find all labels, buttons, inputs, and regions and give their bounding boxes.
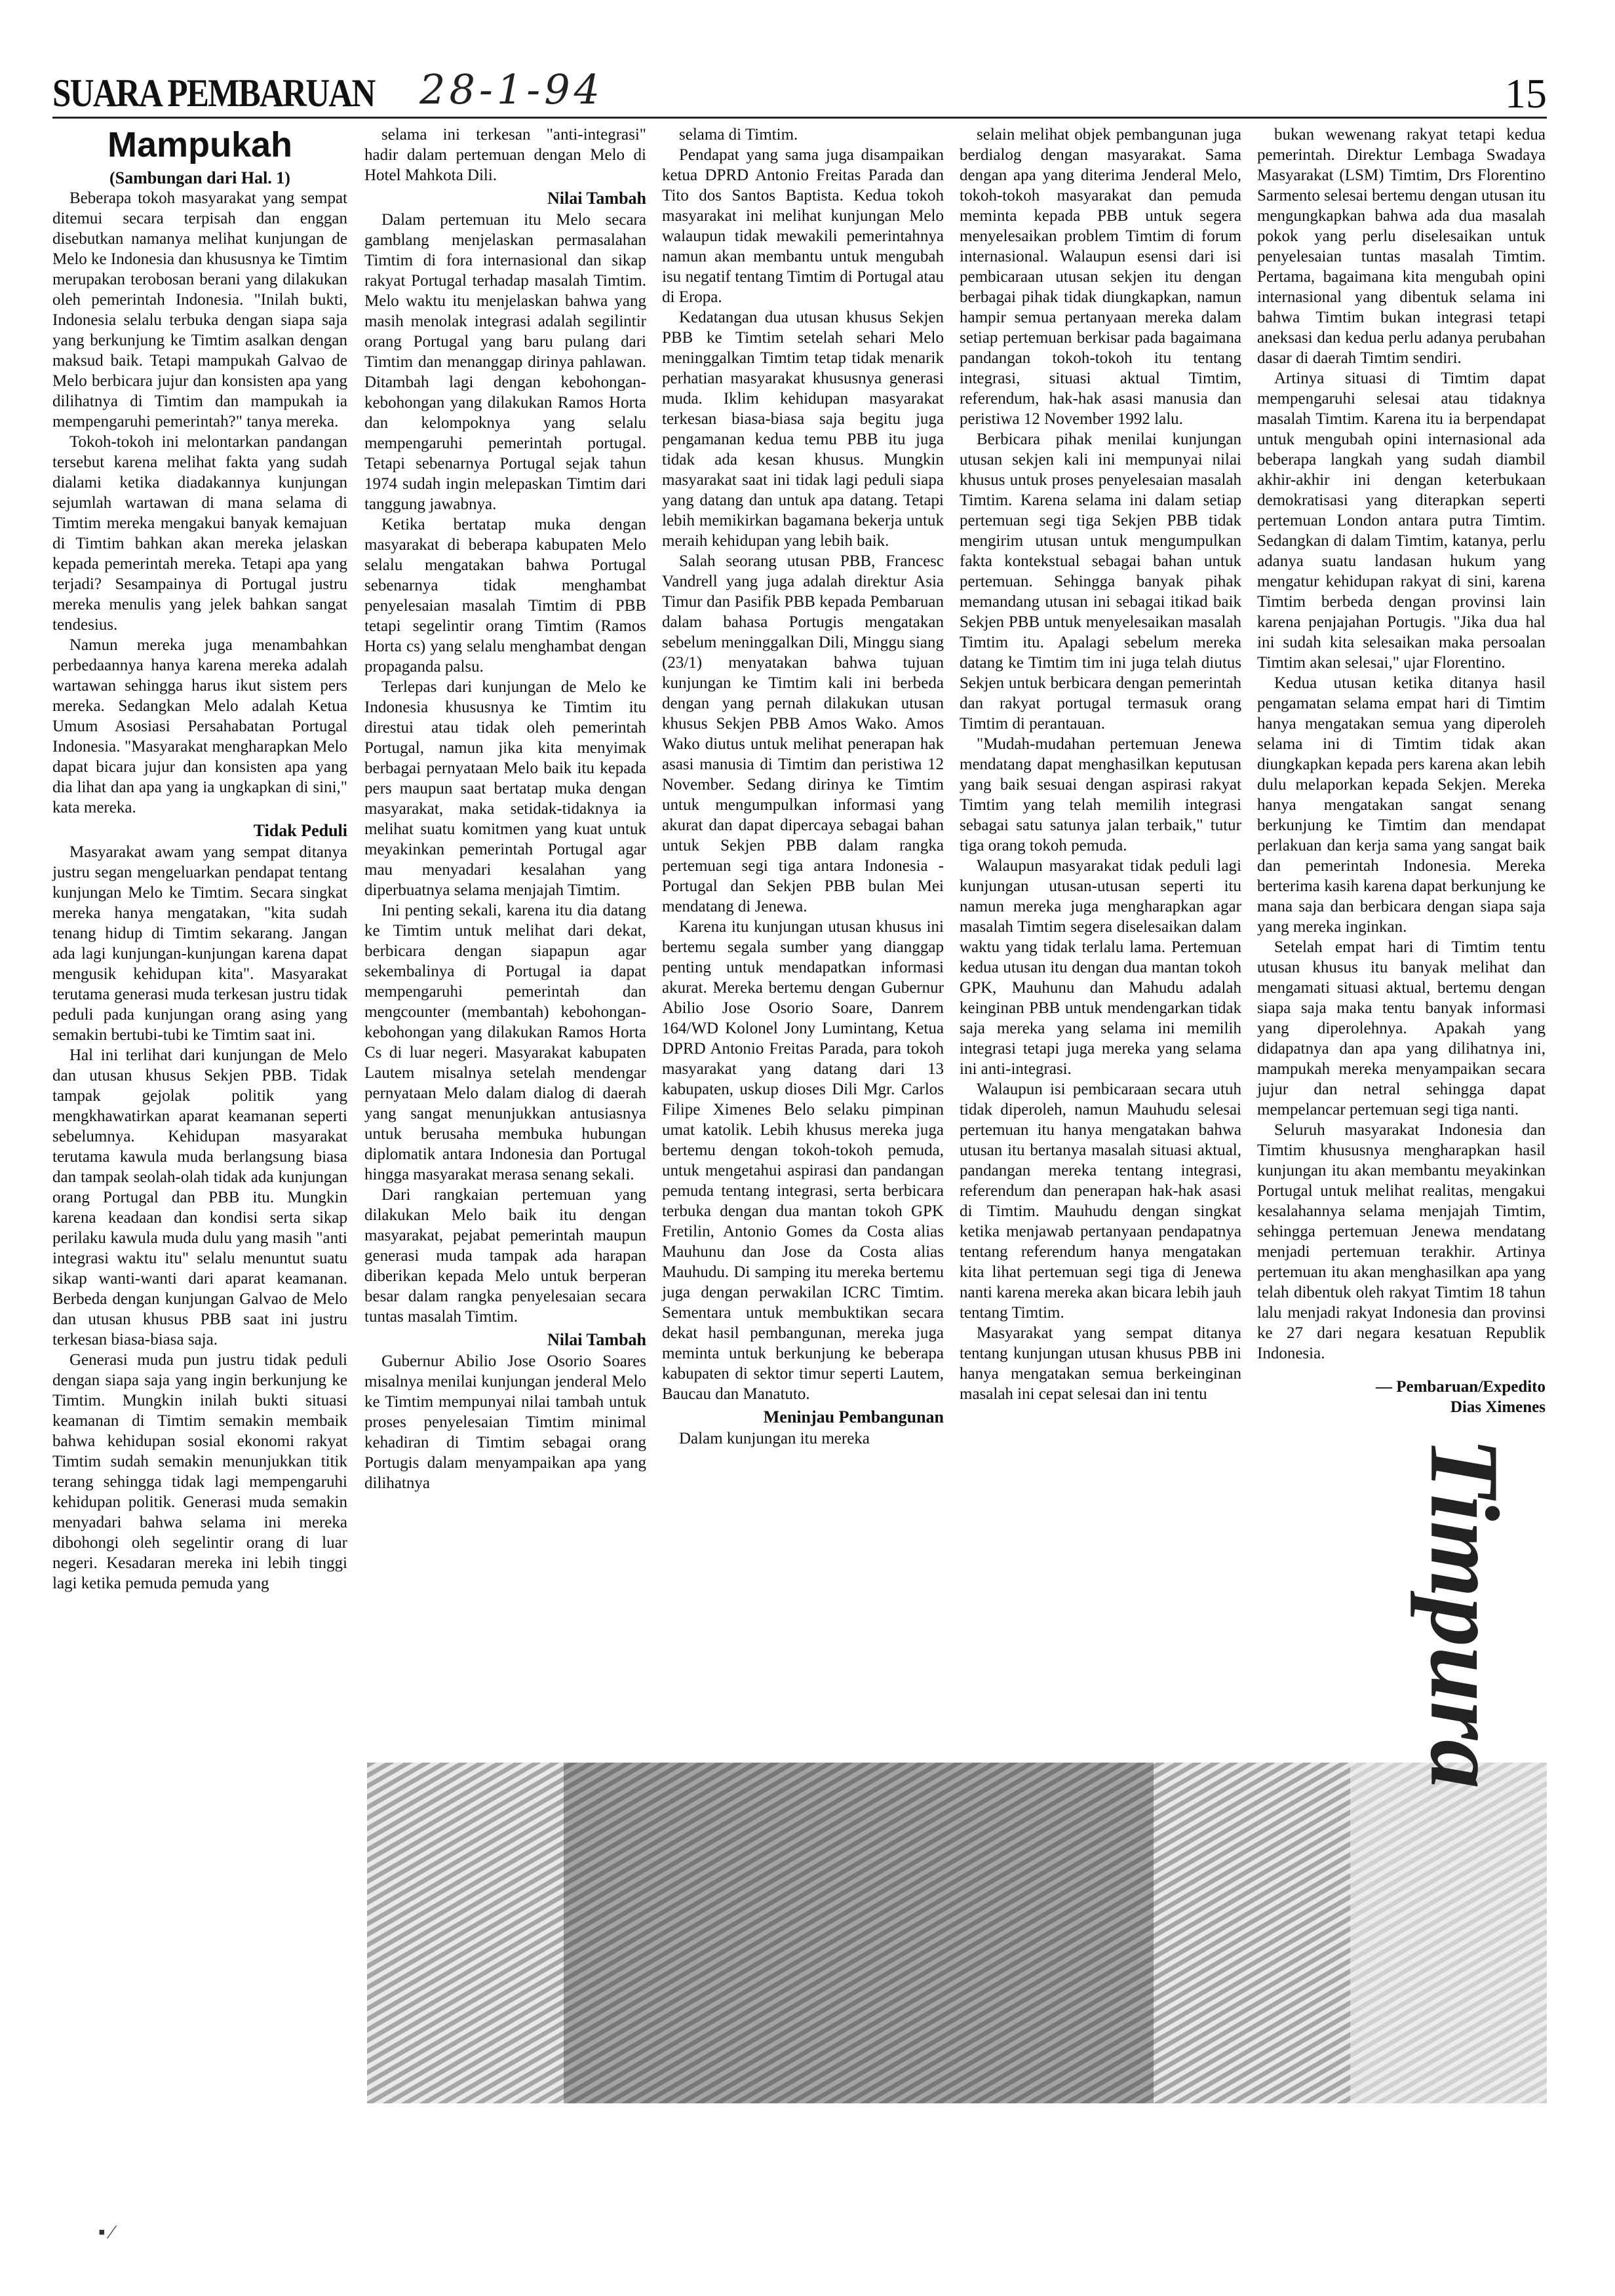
paragraph: Tokoh-tokoh ini melontarkan pandangan tersebut karena melihat fakta yang sudah dialami ketika diadakannya kunjungan sejumlah wartawan di mana selama di Timtim mereka mengakui banyak kemajuan di Timtim bahkan akan mereka jelaskan kepada pemerintah mereka. Tetapi apa yang terjadi? Sesampainya di Portugal justru mereka menulis yang jelek bahkan sangat tendesius. — [52, 433, 347, 634]
paragraph: Ketika bertatap muka dengan masyarakat di beberapa kabupaten Melo selalu mengatakan bahwa Portugal sebenarnya tidak menghambat penyelesaian masalah Timtim di PBB tetapi segelintir orang Timtim (Ramos Horta cs) yang selalu menghambat dengan propaganda palsu. — [364, 516, 646, 676]
paragraph: Setelah empat hari di Timtim tentu utusan khusus itu banyak melihat dan mengamati situasi aktual, bertemu dengan siapa saja maka tentu banyak informasi yang diperolehnya. Apakah yang didapatnya dan apa yang dilihatnya ini, mampukah mereka menyampaikan secara jujur dan netral sehingga dapat mempelancar pertemuan segi tiga nanti. — [1257, 938, 1546, 1119]
paragraph: Kedatangan dua utusan khusus Sekjen PBB ke Timtim setelah sehari Melo meninggalkan Timtim tetap tidak menarik perhatian masyarakat khususnya generasi muda. Iklim kehidupan masyarakat terkesan biasa-biasa saja begitu juga pengamanan kedua temu PBB itu juga tidak ada kesan khusus. Mungkin masyarakat saat ini tidak lagi peduli siapa yang datang dan untuk apa datang. Tetapi lebih memikirkan bagamana bekerja untuk meraih kehidupan yang lebih baik. — [662, 309, 944, 550]
paragraph: Hal ini terlihat dari kunjungan de Melo dan utusan khusus Sekjen PBB. Tidak tampak gejolak politik yang mengkhawatirkan aparat keamanan seperti sebelumnya. Kehidupan masyarakat terutama kawula muda berlangsung biasa dan tampak seolah-olah tidak ada kunjungan orang Portugal dan PBB itu. Mungkin karena keadaan dan kondisi serta sikap perilaku kawula muda dulu yang masih "anti integrasi waktu itu" selalu menuntut suatu sikap wanti-wanti dari aparat keamanan. Berbeda dengan kunjungan Galvao de Melo dan utusan khusus PBB saat ini justru terkesan biasa-biasa saja. — [52, 1046, 347, 1349]
subheading: Nilai Tambah — [547, 189, 646, 208]
subheading: Nilai Tambah — [547, 1330, 646, 1349]
paragraph: Kedua utusan ketika ditanya hasil pengamatan selama empat hari di Timtim hanya mengatakan semua yang diperoleh selama ini di Timtim tidak akan diungkapkan kepada pers karena akan lebih dulu melaporkan kepada Sekjen. Mereka hanya mengatakan sangat senang berkunjung ke Timtim dan mendapat perlakuan dan kerja sama yang sangat baik dan pemerintah Indonesia. Mereka berterima kasih karena dapat berkunjung ke mana saja dan berbicara dengan siapa saja yang mereka inginkan. — [1257, 674, 1546, 936]
column-3 — [662, 124, 944, 1449]
paragraph: Ini penting sekali, karena itu dia datang ke Timtim untuk melihat dari dekat, berbicara dengan siapapun agar sekembalinya di Portugal ia dapat mempengaruhi pemerintah dan mengcounter (membantah) kebohongan-kebohongan yang dilakukan Ramos Horta Cs di luar negeri. Masyarakat kabupaten Lautem misalnya setelah mendengar pernyataan Melo dalam dialog di daerah yang sangat menunjukkan antusiasnya untuk berusaha membuka hubungan diplomatik antara Indonesia dan Portugal hingga masyarakat merasa senang sekali. — [364, 902, 646, 1183]
paragraph: Berbicara pihak menilai kunjungan utusan sekjen kali ini mempunyai nilai khusus untuk proses penyelesaian masalah Timtim. Karena selama ini dalam setiap pertemuan segi tiga Sekjen PBB tidak mengirim utusan untuk mengumpulkan fakta kontekstual sebagai bahan untuk pertemuan. Sehingga banyak pihak memandang utusan ini sebagai itikad baik Sekjen PBB untuk menyelesaikan masalah Timtim itu. Apalagi sebelum mereka datang ke Timtim tim ini juga telah diutus Sekjen untuk berbicara dengan pemerintah dan rakyat portugal termasuk orang Timtim di perantauan. — [960, 430, 1241, 733]
paragraph: Walaupun masyarakat tidak peduli lagi kunjungan utusan-utusan seperti itu namun mereka juga mengharapkan agar masalah Timtim segera diselesaikan dalam waktu yang tidak terlalu lama. Pertemuan kedua utusan itu dengan dua mantan tokoh GPK, Mauhunu dan Mahudu adalah keinginan PBB untuk mendengarkan tidak saja mereka yang selama ini memilih integrasi tetapi juga mereka yang selama ini anti-integrasi. — [960, 857, 1241, 1078]
paragraph: Seluruh masyarakat Indonesia dan Timtim khususnya mengharapkan hasil kunjungan itu akan membantu meyakinkan Portugal untuk melihat realitas, mengakui kesalahannya selama menjajah Timtim, sehingga pertemuan Jenewa mendatang menjadi pertemuan terakhir. Artinya pertemuan itu akan menghasilkan apa yang telah dibentuk oleh rakyat Timtim 18 tahun lalu menjadi rakyat Indonesia dan provinsi ke 27 dari negara kesatuan Republik Indonesia. — [1257, 1121, 1546, 1362]
column-1 — [52, 124, 347, 1594]
paragraph: Masyarakat awam yang sempat ditanya justru segan mengeluarkan pendapat tentang kunjungan Melo ke Timtim. Secara singkat mereka hanya mengatakan, "kita sudah tenang hidup di Timtim sekarang. Jangan ada lagi kunjungan-kunjungan karena dapat mengusik kehidupan kita". Masyarakat terutama generasi muda terkesan justru tidak peduli pada kunjungan orang asing yang semakin bertubi-tubi ke Timtim saat ini. — [52, 843, 347, 1044]
paragraph: Pendapat yang sama juga disampaikan ketua DPRD Antonio Freitas Parada dan Tito dos Santos Baptista. Kedua tokoh masyarakat ini melihat kunjungan Melo walaupun tidak mewakili pemerintahnya namun akan membantu untuk mengubah isu negatif tentang Timtim di Portugal atau di Eropa. — [662, 146, 944, 306]
paragraph: Dalam kunjungan itu mereka — [679, 1430, 870, 1447]
paragraph: Terlepas dari kunjungan de Melo ke Indonesia khususnya ke Timtim itu direstui atau tidak oleh pemerintah Portugal, namun jika kita menyimak berbagai pernyataan Melo baik itu kepada pers maupun saat bertatap muka dengan masyarakat, maka setidak-tidaknya ia melihat suatu komitmen yang kuat untuk meyakinkan pemerintah Portugal agar mau menyadari kesalahan yang diperbuatnya selama menjajah Timtim. — [364, 678, 646, 899]
paragraph: Artinya situasi di Timtim dapat mempengaruhi selesai atau tidaknya masalah Timtim. Karena itu ia berpendapat untuk mengubah opini internasional ada beberapa langkah yang sudah diambil akhir-akhir ini dengan keterbukaan demokratisasi yang diterapkan seperti pertemuan London antara putra Timtim. Sedangkan di dalam Timtim, katanya, perlu adanya suatu landasan hukum yang mengatur kehidupan rakyat di sini, karena Timtim berbeda dengan provinsi lain karena penjajahan Portugis. "Jika dua hal ini sudah kita selesaikan maka persoalan Timtim akan selesai," ujar Florentino. — [1257, 370, 1546, 672]
paragraph: Namun mereka juga menambahkan perbedaannya hanya karena mereka adalah wartawan sehingga harus ikut sistem pers mereka. Sedangkan Melo adalah Ketua Umum Asosiasi Persahabatan Portugal Indonesia. "Masyarakat mengharapkan Melo dapat bicara jujur dan konsisten apa yang dia lihat dan apa yang ia ungkapkan di sini," kata mereka. — [52, 636, 347, 816]
continuation-note: (Sambungan dari Hal. 1) — [109, 168, 290, 187]
subheading: Meninjau Pembangunan — [763, 1407, 944, 1426]
column-5 — [1257, 124, 1546, 1417]
paragraph: selain melihat objek pembangunan juga berdialog dengan masyarakat. Sama dengan apa yang diterima Jenderal Melo, tokoh-tokoh masyarakat dan pemuda meminta kepada PBB untuk segera menyelesaikan problem Timtim di forum internasional. Walaupun esensi dari isi pembicaraan utusan sekjen itu dengan berbagai pihak tidak diungkapkan, namun hampir semua pertanyaan mereka dalam setiap pertemuan berkisar pada bagaimana pandangan tokoh-tokoh itu tentang integrasi, situasi aktual Timtim, referendum, hak-hak asasi manusia dan peristiwa 12 November 1992 lalu. — [960, 126, 1241, 428]
handwritten-date: 28-1-94 — [419, 66, 604, 113]
paragraph: Walaupun isi pembicaraan secara utuh tidak diperoleh, namun Mauhudu selesai pertemuan itu hanya mengatakan bahwa utusan itu bertanya masalah situasi aktual, pandangan mereka tentang integrasi, referendum dan penerapan hak-hak asasi di Timtim. Mauhudu dengan singkat ketika menjawab pertanyaan pendapatnya tentang referendum hanya mengatakan kita lihat pertemuan segi tiga di Jenewa nanti karena mereka akan bicara lebih jauh tentang Timtim. — [960, 1081, 1241, 1322]
article-headline: Mampukah — [107, 125, 293, 164]
paragraph: Dalam pertemuan itu Melo secara gamblang menjelaskan permasalahan Timtim di fora internasional dan sikap rakyat Portugal terhadap masalah Timtim. Melo waktu itu menjelaskan bahwa yang masih menolak integrasi adalah segilintir orang Portugal yang baru pulang dari Timtim dan menanggap dirinya pahlawan. Ditambah lagi dengan kebohongan-kebohongan yang dilakukan Ramos Horta dan kelompoknya yang selalu mempengaruhi pemerintah portugal. Tetapi sebenarnya Portugal sejak tahun 1974 sudah ingin melepaskan Timtim dari tanggung jawabnya. — [364, 211, 646, 513]
stray-mark: ▪ ⁄ — [98, 2221, 114, 2243]
column-2 — [364, 124, 646, 1493]
byline: — Pembaruan/Expedito Dias Ximenes — [1375, 1378, 1546, 1416]
page-number: 15 — [1505, 70, 1547, 117]
masthead — [52, 66, 1547, 118]
paragraph: Karena itu kunjungan utusan khusus ini bertemu segala sumber yang dianggap penting untuk mendapatkan informasi akurat. Mereka bertemu dengan Gubernur Abilio Jose Osorio Soare, Danrem 164/WD Kolonel Jony Lumintang, Ketua DPRD Antonio Freitas Parada, para tokoh masyarakat yang datang dari 13 kabupaten, uskup dioses Dili Mgr. Carlos Filipe Ximenes Belo selaku pimpinan umat katolik. Lebih khusus mereka juga bertemu dengan tokoh-tokoh pemuda, untuk mengetahui aspirasi dan pandangan pemuda tentang integrasi, serta berbicara terbuka dengan dua mantan tokoh GPK Fretilin, Antonio Gomes da Costa alias Mauhunu dan Jose da Costa alias Mauhudu. Di samping itu mereka bertemu juga dengan perwakilan ICRC Timtim. Sementara untuk membuktikan secara dekat hasil pembangunan, mereka juga meminta untuk berkunjung ke beberapa kabupaten di sektor timur seperti Lautem, Baucau dan Manatuto. — [662, 918, 944, 1403]
paragraph: Dari rangkaian pertemuan yang dilakukan Melo baik itu dengan masyarakat, pejabat pemerintah maupun generasi muda tampak ada harapan diberikan kepada Melo untuk berperan besar dalam rangka penyelesaian secara tuntas masalah Timtim. — [364, 1186, 646, 1326]
subheading: Tidak Peduli — [253, 821, 347, 840]
paragraph: Masyarakat yang sempat ditanya tentang kunjungan utusan khusus PBB ini hanya mengatakan semua berkeinginan masalah ini cepat selesai dan ini tentu — [960, 1324, 1241, 1403]
paragraph: Generasi muda pun justru tidak peduli dengan siapa saja yang ingin berkunjung ke Timtim. Mungkin inilah bukti situasi keamanan di Timtim semakin membaik bahwa kehidupan sosial ekonomi rakyat Timtim sudah semakin menunjukkan titik terang sehingga tidak lagi mempengaruhi kehidupan politik. Generasi muda semakin menyadari bahwa selama ini mereka dibohongi oleh segelintir orang di luar negeri. Kesadaran mereka ini lebih tinggi lagi ketika pemuda pemuda yang — [52, 1351, 347, 1592]
paragraph: Gubernur Abilio Jose Osorio Soares misalnya menilai kunjungan jenderal Melo ke Timtim mempunyai nilai tambah untuk proses penyelesaian Timtim minimal kehadiran di Timtim sebagai orang Portugis dalam menyampaikan apa yang dilihatnya — [364, 1352, 646, 1492]
column-4 — [960, 124, 1241, 1404]
paragraph: selama ini terkesan "anti-integrasi" hadir dalam pertemuan dengan Melo di Hotel Mahkota Dili. — [364, 126, 646, 184]
paragraph: bukan wewenang rakyat tetapi kedua pemerintah. Direktur Lembaga Swadaya Masyarakat (LSM) Timtim, Drs Florentino Sarmento selesai bertemu dengan utusan itu mengungkapkan bahwa ada dua masalah pokok yang perlu diselesaikan untuk penyelesaian tuntas masalah Timtim. Pertama, bagaimana kita mengubah opini internasional yang dibentuk selama ini bahwa Timtim bukan integrasi tetapi aneksasi dan kedua perlu adanya perubahan dasar di daerah Timtim sendiri. — [1257, 126, 1546, 367]
ad-brand-text: Timpura — [1410, 1437, 1519, 1789]
ad-noise-texture — [367, 1763, 1547, 2103]
newspaper-name: SUARA PEMBARUAN — [52, 71, 375, 115]
paragraph: selama di Timtim. — [679, 126, 798, 144]
header-rule — [52, 117, 1547, 119]
paragraph: "Mudah-mudahan pertemuan Jenewa mendatang dapat menghasilkan keputusan yang baik sesuai dengan aspirasi rakyat Timtim yang telah memilih integrasi sebagai satu satunya jalan terbaik," tutur tiga orang tokoh pemuda. — [960, 735, 1241, 854]
paragraph: Salah seorang utusan PBB, Francesc Vandrell yang juga adalah direktur Asia Timur dan Pasifik PBB kepada Pembaruan dalam bahasa Portugis mengatakan sebelum meninggalkan Dili, Minggu siang (23/1) menyatakan bahwa tujuan kunjungan ke Timtim kali ini berbeda dengan yang pernah dilakukan utusan khusus Sekjen PBB Amos Wako. Amos Wako diutus untuk melihat penerapan hak asasi manusia di Timtim dan peristiwa 12 November. Sedang dirinya ke Timtim untuk mengumpulkan informasi yang akurat dan dapat dipercaya sebagai bahan untuk Sekjen PBB dalam rangka pertemuan segi tiga antara Indonesia - Portugal dan Sekjen PBB bulan Mei mendatang di Jenewa. — [662, 552, 944, 915]
paragraph: Beberapa tokoh masyarakat yang sempat ditemui secara terpisah dan enggan disebutkan namanya melihat kunjungan de Melo ke Indonesia dan khususnya ke Timtim merupakan terobosan berani yang dilakukan oleh pemerintah Indonesia. "Inilah bukti, Indonesia selalu terbuka dengan siapa saja yang berkunjung ke Timtim asalkan dengan maksud baik. Tetapi mampukah Galvao de Melo berbicara jujur dan konsisten apa yang dilihatnya di Timtim dan mampukah ia mempengaruhi pemerintah?" tanya mereka. — [52, 189, 347, 430]
